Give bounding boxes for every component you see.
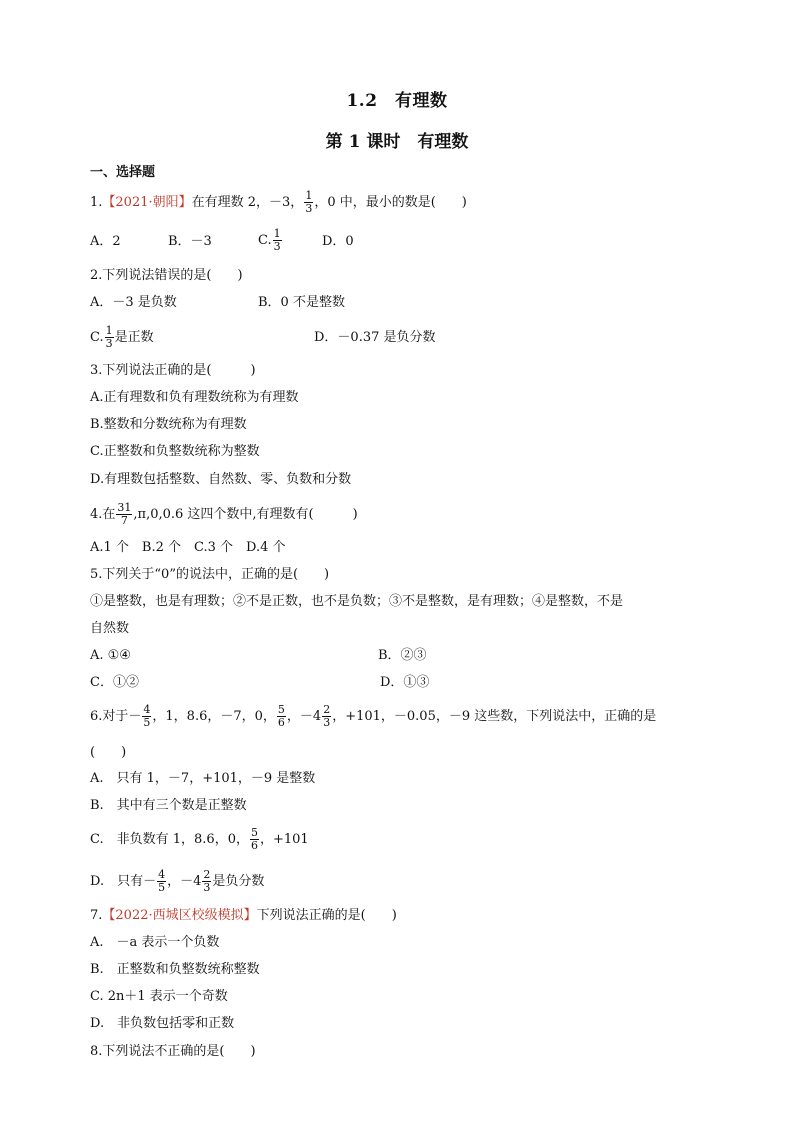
fraction: $\frac{2}{3}$ bbox=[323, 703, 331, 729]
question-1-option-c: C. $\frac{1}{3}$ bbox=[258, 227, 281, 253]
question-5-stem: 5.下列关于“0”的说法中，正确的是( ) bbox=[90, 567, 330, 582]
question-7-option-b: B. 正整数和负整数统称整数 bbox=[90, 962, 260, 977]
question-5-option-b: B．②③ bbox=[378, 648, 427, 663]
question-3-stem: 3.下列说法正确的是( ) bbox=[90, 363, 256, 378]
fraction: $\frac{1}{3}$ bbox=[305, 189, 313, 215]
question-4-stem: 4.在 $\frac{31}{7}$ ,π,0,0.6 这四个数中,有理数有( ) bbox=[90, 501, 358, 527]
question-3-option-a: A.正有理数和负有理数统称为有理数 bbox=[90, 390, 299, 405]
question-1-option-a: A．2 bbox=[90, 234, 121, 249]
question-tag: 【2022·西城区校级模拟】 bbox=[102, 908, 257, 923]
question-7-option-c: C. 2n＋1 表示一个奇数 bbox=[90, 989, 228, 1004]
question-7-option-a: A. －a 表示一个负数 bbox=[90, 935, 220, 950]
question-6-answer-paren: ( ) bbox=[90, 745, 127, 760]
question-6-option-a: A. 只有 1，－7，+101，－9 是整数 bbox=[90, 771, 316, 786]
question-1-option-b: B．－3 bbox=[168, 234, 212, 249]
question-2-option-d: D．－0.37 是负分数 bbox=[314, 330, 436, 345]
question-5-option-d: D．①③ bbox=[380, 675, 430, 690]
fraction: $\frac{1}{3}$ bbox=[105, 324, 113, 350]
question-3-option-c: C.正整数和负整数统称为整数 bbox=[90, 444, 260, 459]
fraction: $\frac{31}{7}$ bbox=[117, 501, 132, 527]
question-2-stem: 2.下列说法错误的是( ) bbox=[90, 268, 243, 283]
lesson-subtitle: 第 1 课时 有理数 bbox=[325, 132, 469, 152]
question-7-option-d: D. 非负数包括零和正数 bbox=[90, 1016, 235, 1031]
question-6-stem: 6.对于－ $\frac{4}{5}$ ，1，8.6，－7，0， $\frac{5}{6}$ ，－4 $\frac{2}{3}$ ，+101，－0.05，－9 这些数，下列说法中，正确的是 bbox=[90, 703, 657, 729]
question-6-option-d: D. 只有－ $\frac{4}{5}$ ，－4 $\frac{2}{3}$ 是负分数 bbox=[90, 868, 265, 894]
question-6-option-c: C. 非负数有 1，8.6，0， $\frac{5}{6}$ ，+101 bbox=[90, 826, 309, 852]
fraction: $\frac{4}{5}$ bbox=[143, 703, 151, 729]
question-3-option-b: B.整数和分数统称为有理数 bbox=[90, 417, 247, 432]
section-heading: 一、选择题 bbox=[90, 165, 156, 180]
question-7-stem: 7.【2022·西城区校级模拟】下列说法正确的是( ) bbox=[90, 908, 397, 923]
question-5-statements-cont: 自然数 bbox=[90, 621, 130, 636]
question-1-option-d: D．0 bbox=[322, 234, 354, 249]
question-1-stem: 1.【2021·朝阳】在有理数 2，－3， $\frac{1}{3}$ ，0 中，最小的数是( ) bbox=[90, 189, 467, 215]
question-6-option-b: B. 其中有三个数是正整数 bbox=[90, 798, 247, 813]
question-2-option-b: B．0 不是整数 bbox=[258, 295, 345, 310]
question-5-option-a: A. ①④ bbox=[90, 648, 131, 663]
question-4-options: A.1 个 B.2 个 C.3 个 D.4 个 bbox=[90, 540, 286, 555]
fraction: $\frac{5}{6}$ bbox=[250, 826, 258, 852]
fraction: $\frac{4}{5}$ bbox=[158, 868, 166, 894]
question-tag: 【2021·朝阳】 bbox=[102, 195, 192, 210]
question-2-option-a: A．－3 是负数 bbox=[90, 295, 177, 310]
page-title: 1.2 有理数 bbox=[346, 91, 448, 111]
question-5-statements: ①是整数，也是有理数；②不是正数，也不是负数；③不是整数，是有理数；④是整数，不是 bbox=[90, 594, 624, 609]
fraction: $\frac{2}{3}$ bbox=[203, 868, 211, 894]
question-3-option-d: D.有理数包括整数、自然数、零、负数和分数 bbox=[90, 472, 352, 487]
fraction: $\frac{5}{6}$ bbox=[277, 703, 285, 729]
question-2-option-c: C. $\frac{1}{3}$ 是正数 bbox=[90, 324, 154, 350]
question-8-stem: 8.下列说法不正确的是( ) bbox=[90, 1044, 256, 1059]
fraction: $\frac{1}{3}$ bbox=[273, 227, 281, 253]
question-5-option-c: C．①② bbox=[90, 675, 139, 690]
